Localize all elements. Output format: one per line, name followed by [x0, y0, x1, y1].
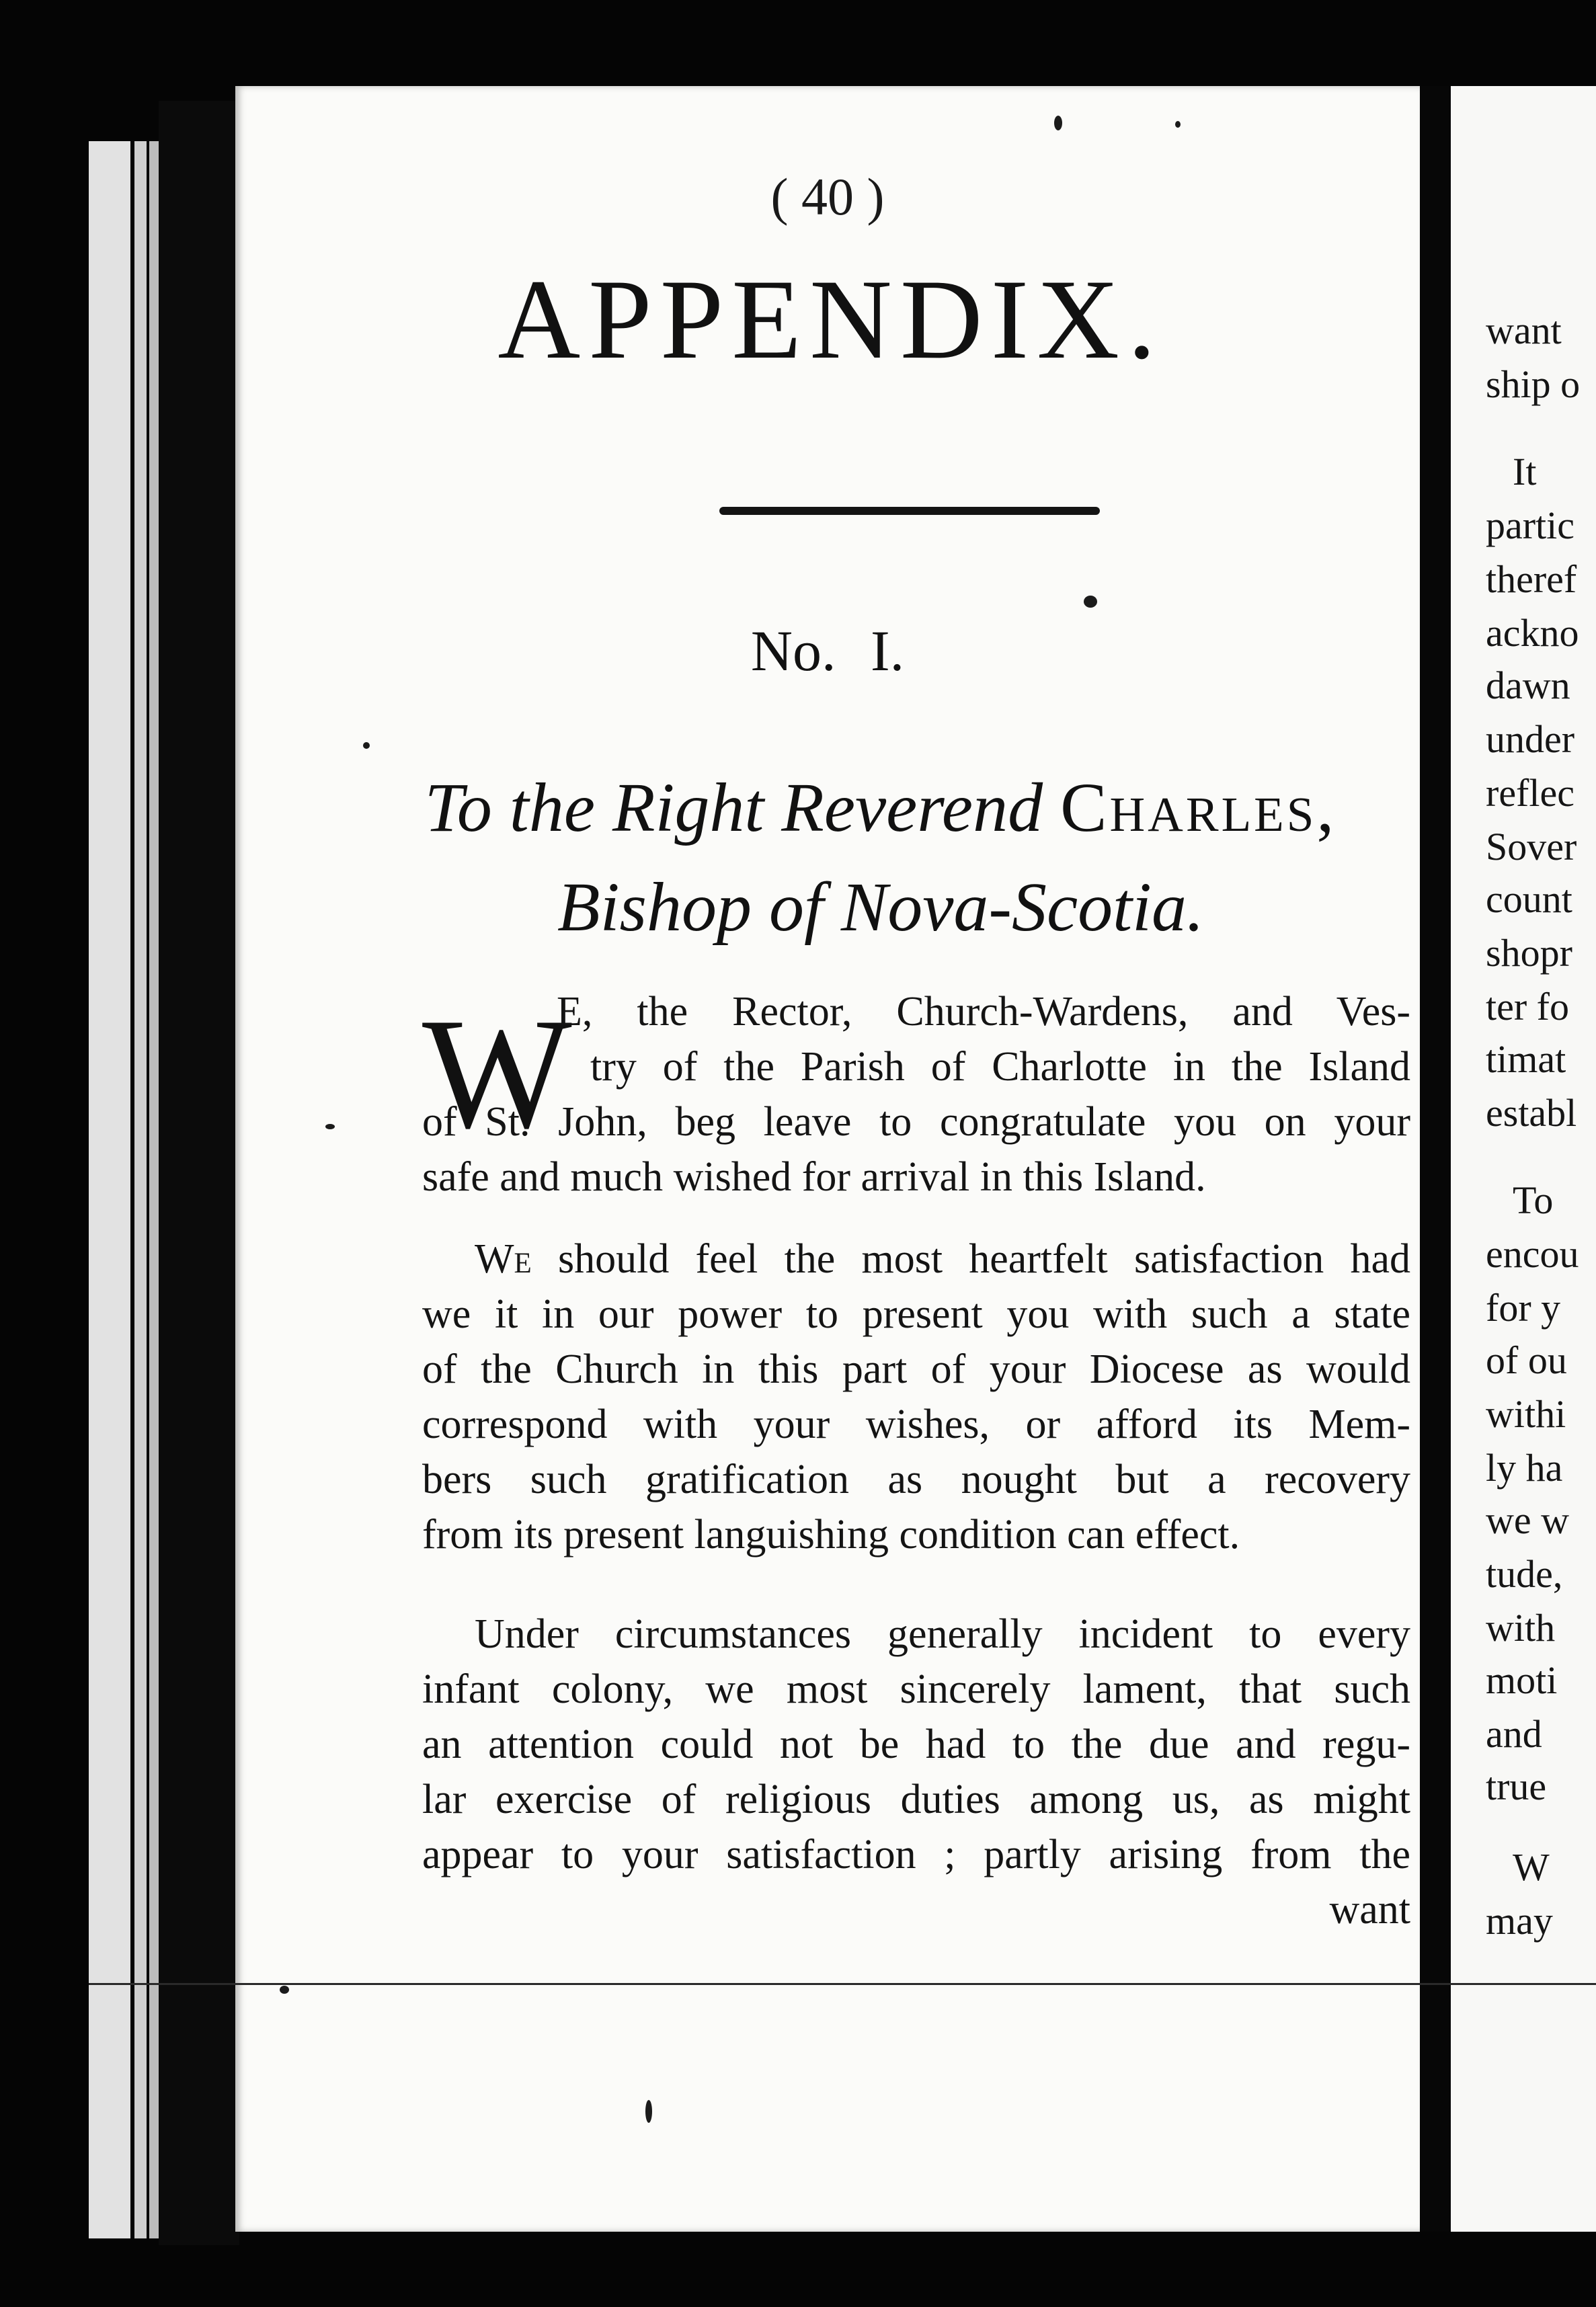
text-line: safe and much wished for arrival in this Island. [422, 1154, 1206, 1200]
scan-artifact-line [89, 1983, 1596, 1985]
facing-page-text-fragment: establ [1486, 1091, 1577, 1135]
page-fore-edge-inner [134, 141, 147, 2238]
book-spine-shadow [1420, 86, 1451, 2232]
dust-speck [1054, 116, 1062, 130]
appendix-heading: APPENDIX. [497, 256, 1164, 382]
page-fore-edge [89, 141, 130, 2238]
salutation-line-2: Bishop of Nova-Scotia. [557, 868, 1204, 946]
text-line: try of the Parish of Charlotte in the Island [590, 1044, 1410, 1090]
salutation [417, 758, 1345, 957]
facing-page-text-fragment: theref [1486, 557, 1577, 601]
text-line: an attention could not be had to the due and regu- [422, 1722, 1410, 1767]
facing-page-text-fragment: partic [1486, 503, 1575, 547]
facing-page-text-fragment: withi [1486, 1392, 1566, 1436]
dust-speck [325, 1124, 335, 1129]
facing-page-text-fragment: ackno [1486, 611, 1579, 655]
facing-page-text-fragment: want [1486, 309, 1562, 352]
dust-speck [280, 1986, 289, 1994]
facing-page-text-fragment: It [1513, 450, 1537, 493]
salutation-title: To the Right Reverend [424, 769, 1043, 846]
facing-page-text-fragment: ter fo [1486, 985, 1569, 1028]
facing-page-text-fragment: dawn [1486, 663, 1570, 707]
text-line: of St. John, beg leave to congratulate you on your [422, 1099, 1410, 1145]
salutation-line-1 [417, 758, 1345, 858]
dust-speck [645, 2100, 652, 2123]
catchword: want [1329, 1887, 1410, 1933]
text-line [475, 1236, 1410, 1283]
drop-cap: W [422, 986, 572, 1162]
text-line: infant colony, we most sincerely lament, that such [422, 1666, 1410, 1712]
facing-page-text-fragment: To [1513, 1178, 1554, 1222]
text-line: bers such gratification as nought but a recovery [422, 1457, 1410, 1502]
page-fore-edge-shadow [149, 141, 159, 2238]
dust-speck [1084, 596, 1097, 608]
facing-page-text-fragment: may [1486, 1899, 1553, 1943]
facing-page-text-fragment: of ou [1486, 1338, 1567, 1382]
text-line: lar exercise of religious duties among us, as might [422, 1777, 1410, 1822]
text-line: appear to your satisfaction ; partly arising from the [422, 1832, 1410, 1877]
section-number: No. I. [750, 618, 905, 683]
facing-page-text-fragment: with [1486, 1606, 1556, 1650]
facing-page-text-fragment: W [1513, 1845, 1550, 1889]
facing-page-text-fragment: count [1486, 877, 1572, 921]
facing-page-text-fragment: we w [1486, 1498, 1570, 1542]
text-line: from its present languishing condition can effect. [422, 1512, 1240, 1557]
facing-page [1451, 86, 1596, 2232]
facing-page-text-fragment: for y [1486, 1286, 1561, 1330]
dust-speck [1175, 121, 1181, 128]
facing-page-text-fragment: moti [1486, 1658, 1558, 1702]
facing-page-text-fragment: reflec [1486, 771, 1574, 815]
facing-page-text-fragment: timat [1486, 1037, 1566, 1081]
text-line: correspond with your wishes, or afford its Mem- [422, 1402, 1410, 1447]
text-line: of the Church in this part of your Diocese as would [422, 1346, 1410, 1392]
facing-page-text-fragment: under [1486, 717, 1575, 761]
gutter-shadow [159, 101, 239, 2245]
facing-page-text-fragment: ship o [1486, 362, 1581, 406]
facing-page-text-fragment: shopr [1486, 931, 1572, 975]
page-number: ( 40 ) [770, 167, 885, 226]
dust-speck [363, 742, 370, 749]
text-line: Under circumstances generally incident to every [475, 1611, 1410, 1657]
text-line-rest: should feel the most heartfelt satisfaction had [557, 1236, 1410, 1282]
facing-page-text-fragment: ly ha [1486, 1446, 1563, 1490]
facing-page-text-fragment: true [1486, 1765, 1547, 1808]
facing-page-text-fragment: and [1486, 1712, 1542, 1756]
text-line: we it in our power to present you with such a state [422, 1291, 1410, 1337]
facing-page-text-fragment: Sover [1486, 825, 1577, 868]
salutation-name: Charles, [1060, 769, 1337, 846]
paragraph-lead: We [475, 1236, 532, 1282]
text-line: E, the Rector, Church-Wardens, and Ves- [557, 989, 1410, 1035]
facing-page-text-fragment: encou [1486, 1232, 1579, 1276]
heading-rule [719, 507, 1100, 515]
facing-page-text-fragment: tude, [1486, 1552, 1563, 1596]
